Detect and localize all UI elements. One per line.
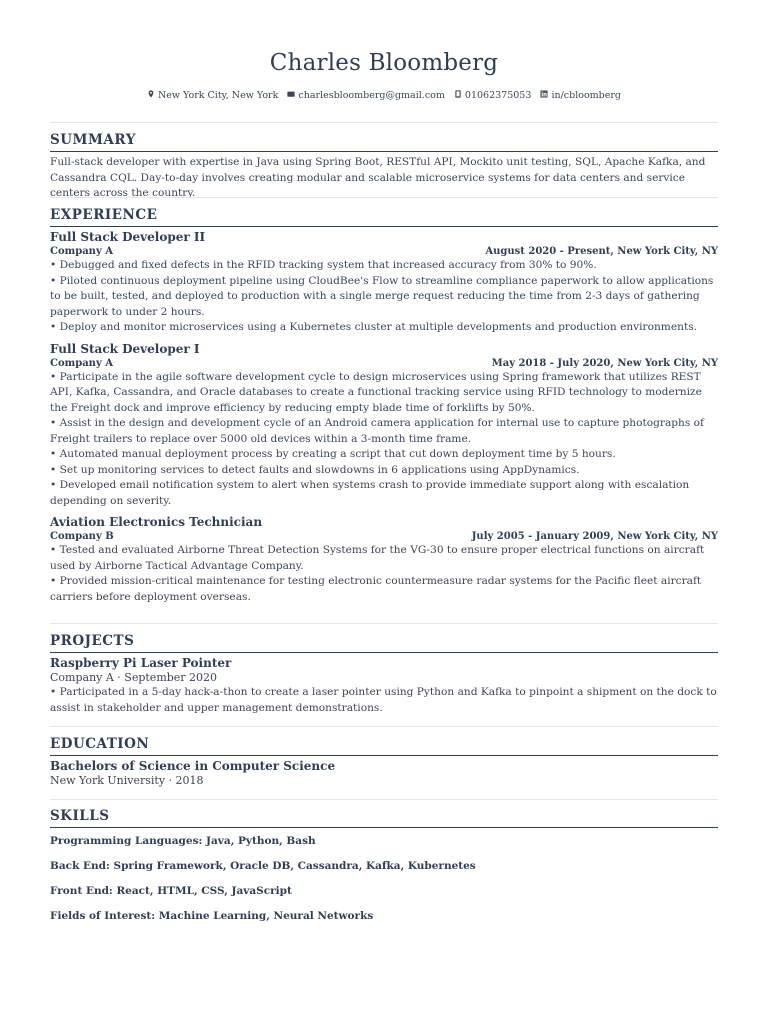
contact-email[interactable]: charlesbloomberg@gmail.com bbox=[287, 90, 444, 101]
summary-section bbox=[50, 131, 718, 202]
skills-section bbox=[50, 807, 718, 934]
education-degree: Bachelors of Science in Computer Science bbox=[50, 759, 336, 773]
section-title-experience: EXPERIENCE bbox=[50, 206, 718, 227]
divider bbox=[50, 197, 718, 198]
job-bullets bbox=[50, 370, 718, 510]
contact-location: New York City, New York bbox=[147, 90, 278, 101]
skill-line: Fields of Interest: Machine Learning, Neural Networks bbox=[50, 910, 374, 922]
list-item: • Piloted continuous deployment pipeline using CloudBee's Flow to streamline compliance paperwork to allow applications to be built, tested, and deployed to production with a single merge request reducing the time from 2-3 days of gathering paperwork to under 2 hours. bbox=[50, 274, 718, 321]
list-item: • Participated in a 5-day hack-a-thon to create a laser pointer using Python and Kafka to pinpoint a shipment on the dock to assist in stakeholder and upper management demonstrations. bbox=[50, 685, 718, 716]
job-title: Aviation Electronics Technician bbox=[50, 515, 263, 529]
contact-phone[interactable]: 01062375053 bbox=[454, 90, 532, 101]
skill-line: Back End: Spring Framework, Oracle DB, Cassandra, Kafka, Kubernetes bbox=[50, 860, 476, 872]
job-dates: May 2018 - July 2020, New York City, NY bbox=[491, 357, 718, 369]
job-company: Company B bbox=[50, 531, 114, 542]
envelope-icon bbox=[287, 90, 298, 101]
summary-text: Full-stack developer with expertise in Java using Spring Boot, RESTful API, Mockito unit testing, SQL, Apache Kafka, and Cassandra CQL. Day-to-day involves creating modular and scalable microservice systems for data centers and service centers across the country. bbox=[50, 156, 706, 199]
job-dates: August 2020 - Present, New York City, NY bbox=[485, 246, 718, 257]
divider bbox=[50, 799, 718, 800]
list-item: • Debugged and fixed defects in the RFID tracking system that increased accuracy from 30% to 90%. bbox=[50, 258, 718, 274]
candidate-name: Charles Bloomberg bbox=[269, 50, 499, 76]
job-company: Company A bbox=[50, 246, 114, 257]
job-meta bbox=[50, 357, 718, 370]
list-item: • Provided mission-critical maintenance for testing electronic countermeasure radar systems for the Pacific fleet aircraft carriers before deployment overseas. bbox=[50, 574, 718, 605]
job-bullets bbox=[50, 543, 718, 605]
job-meta bbox=[50, 245, 718, 258]
job-entry bbox=[50, 230, 718, 336]
phone-icon bbox=[454, 90, 465, 101]
section-title-projects: PROJECTS bbox=[50, 632, 718, 653]
section-title-education: EDUCATION bbox=[50, 735, 718, 756]
divider bbox=[50, 122, 718, 123]
list-item: • Tested and evaluated Airborne Threat Detection Systems for the VG-30 to ensure proper electrical functions on aircraft used by Airborne Tactical Advantage Company. bbox=[50, 543, 718, 574]
project-bullets bbox=[50, 685, 718, 716]
job-dates: July 2005 - January 2009, New York City, NY bbox=[471, 531, 718, 542]
project-subtitle: Company A · September 2020 bbox=[50, 671, 218, 684]
job-company: Company A bbox=[50, 357, 114, 369]
education-school: New York University · 2018 bbox=[50, 774, 204, 787]
education-section bbox=[50, 735, 718, 788]
job-title: Full Stack Developer I bbox=[50, 341, 200, 356]
job-bullets bbox=[50, 258, 718, 336]
linkedin-icon bbox=[540, 90, 551, 101]
skill-line: Programming Languages: Java, Python, Bash bbox=[50, 835, 316, 847]
list-item: • Set up monitoring services to detect faults and slowdowns in 6 applications using AppDynamics. bbox=[50, 463, 718, 479]
list-item: • Automated manual deployment process by creating a script that cut down deployment time by 5 hours. bbox=[50, 447, 718, 463]
contact-line bbox=[0, 90, 768, 101]
divider bbox=[50, 623, 718, 624]
job-title: Full Stack Developer II bbox=[50, 230, 206, 244]
list-item: • Developed email notification system to alert when systems crash to provide immediate support along with escalation depending on severity. bbox=[50, 478, 718, 509]
experience-section bbox=[50, 206, 718, 611]
section-title-skills: SKILLS bbox=[50, 807, 718, 828]
project-title: Raspberry Pi Laser Pointer bbox=[50, 656, 232, 670]
job-entry bbox=[50, 342, 718, 510]
job-meta bbox=[50, 530, 718, 543]
section-title-summary: SUMMARY bbox=[50, 131, 718, 152]
projects-section bbox=[50, 632, 718, 716]
list-item: • Assist in the design and development cycle of an Android camera application for internal use to capture photographs of Freight trailers to replace over 5000 old devices within a 3-month time frame. bbox=[50, 416, 718, 447]
contact-linkedin[interactable]: in/cbloomberg bbox=[540, 90, 621, 101]
divider bbox=[50, 726, 718, 727]
job-entry bbox=[50, 515, 718, 605]
list-item: • Deploy and monitor microservices using a Kubernetes cluster at multiple developments and production environments. bbox=[50, 320, 718, 336]
map-pin-icon bbox=[147, 90, 158, 101]
list-item: • Participate in the agile software development cycle to design microservices using Spring framework that utilizes REST API, Kafka, Cassandra, and Oracle databases to create a functional tracking service using RFID technology to modernize the Freight dock and improve efficiency by reducing empty blade time of forklifts by 50%. bbox=[50, 370, 718, 417]
skill-line: Front End: React, HTML, CSS, JavaScript bbox=[50, 885, 292, 897]
